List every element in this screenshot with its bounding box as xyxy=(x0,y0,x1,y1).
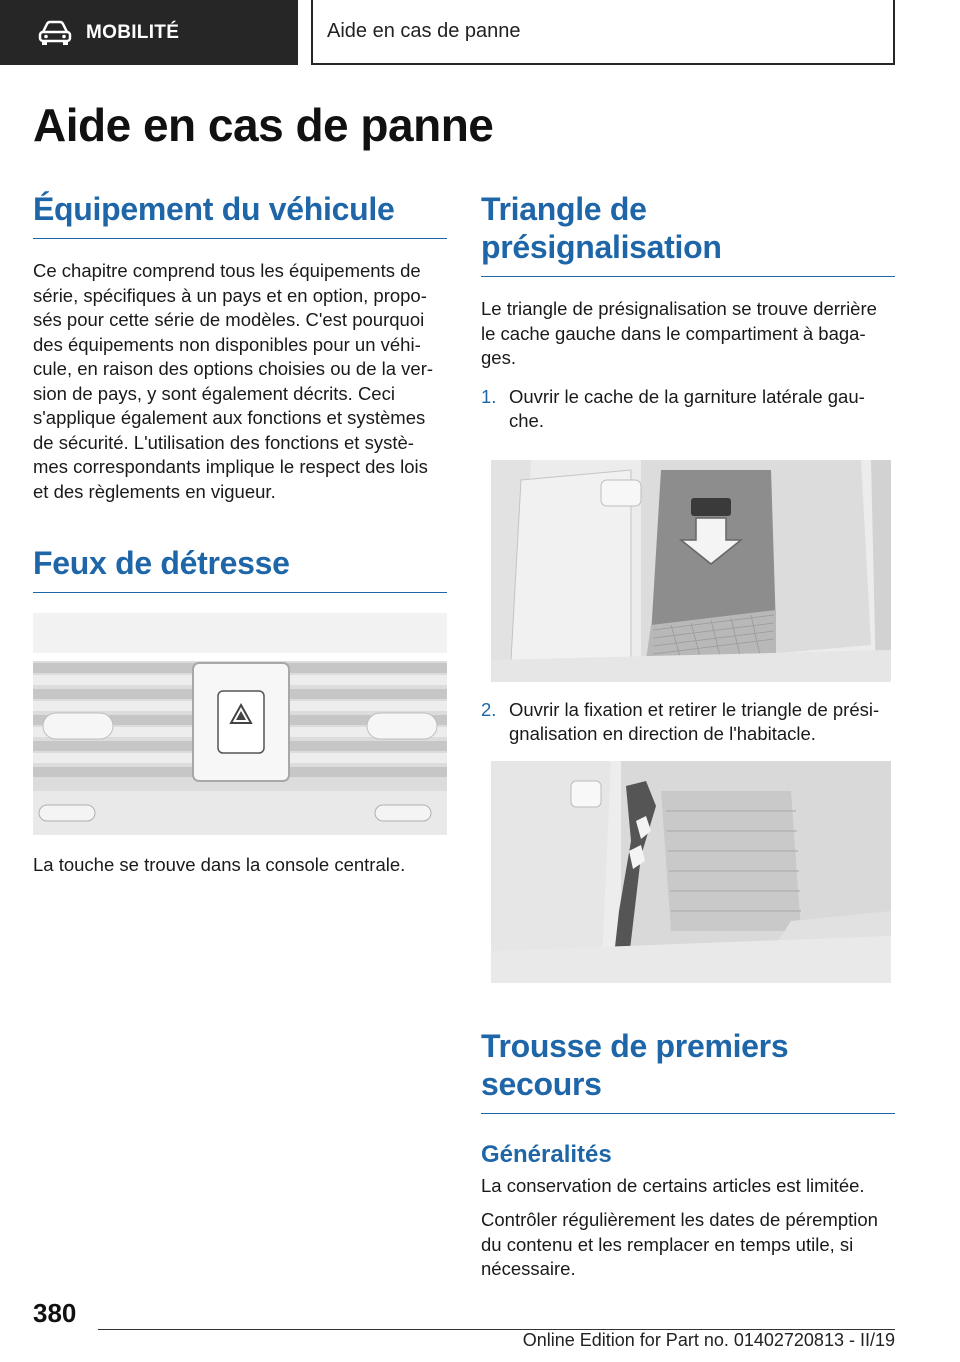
text-line: ges. xyxy=(481,347,516,368)
text-line: des équipements non disponibles pour un véhi- xyxy=(33,333,421,355)
left-column xyxy=(33,190,447,878)
first-aid-paragraph-1: La conservation de certains articles est limitée. xyxy=(481,1174,865,1196)
warning-triangle-image xyxy=(491,761,891,983)
text-line: série, spécifiques à un pays et en option, propo- xyxy=(33,284,427,306)
text-line: Ce chapitre comprend tous les équipements de xyxy=(33,260,421,281)
heading-line: secours xyxy=(481,1065,602,1102)
equipment-heading: Équipement du véhicule xyxy=(33,190,447,239)
hazard-heading: Feux de détresse xyxy=(33,544,447,593)
step-1 xyxy=(481,385,895,434)
page-title: Aide en cas de panne xyxy=(33,99,494,151)
trunk-cover-image xyxy=(491,460,891,682)
section-tab xyxy=(0,0,298,65)
triangle-heading xyxy=(481,190,895,277)
text-line: du contenu et les remplacer en temps utile, si xyxy=(481,1233,854,1255)
step-number: 1. xyxy=(481,385,497,407)
hazard-caption: La touche se trouve dans la console centrale. xyxy=(33,854,406,875)
step-2 xyxy=(481,698,895,747)
text-line: Contrôler régulièrement les dates de péremption xyxy=(481,1209,878,1230)
car-icon xyxy=(38,20,72,46)
first-aid-paragraph-2 xyxy=(481,1208,895,1282)
section-label: MOBILITÉ xyxy=(86,21,180,43)
text-line: Le triangle de présignalisation se trouve derrière xyxy=(481,298,877,319)
text-line: cule, en raison des options choisies ou de la ver- xyxy=(33,358,434,379)
text-line: che. xyxy=(509,410,544,431)
heading-line: Triangle de xyxy=(481,191,647,227)
text-line: s'applique également aux fonctions et systèmes xyxy=(33,407,426,428)
chapter-label: Aide en cas de panne xyxy=(327,20,521,42)
text-line: Ouvrir le cache de la garniture latérale gau- xyxy=(509,385,865,407)
step-number: 2. xyxy=(481,698,497,720)
edition-label: Online Edition for Part no. 01402720813 - II/19 xyxy=(522,1330,895,1350)
hazard-button-image xyxy=(33,613,447,835)
text-line: gnalisation en direction de l'habitacle. xyxy=(509,723,816,744)
text-line: sés pour cette série de modèles. C'est pourquoi xyxy=(33,309,425,330)
text-line: de sécurité. L'utilisation des fonctions et systè- xyxy=(33,431,414,453)
chapter-header xyxy=(311,0,895,65)
heading-line: Trousse de premiers xyxy=(481,1027,789,1064)
generalities-subheading: Généralités xyxy=(481,1140,612,1168)
page-number: 380 xyxy=(33,1298,77,1328)
first-aid-heading xyxy=(481,1027,895,1114)
heading-line: présignalisation xyxy=(481,229,722,265)
text-line: sion de pays, y sont également décrits. Ceci xyxy=(33,382,395,404)
text-line: Ouvrir la fixation et retirer le triangle de prési- xyxy=(509,698,880,720)
right-column xyxy=(481,190,895,1282)
text-line: nécessaire. xyxy=(481,1258,576,1279)
equipment-paragraph xyxy=(33,259,447,504)
text-line: et des règlements en vigueur. xyxy=(33,480,276,502)
text-line: le cache gauche dans le compartiment à baga- xyxy=(481,322,866,344)
text-line: mes correspondants implique le respect des lois xyxy=(33,456,428,477)
triangle-intro xyxy=(481,297,895,371)
